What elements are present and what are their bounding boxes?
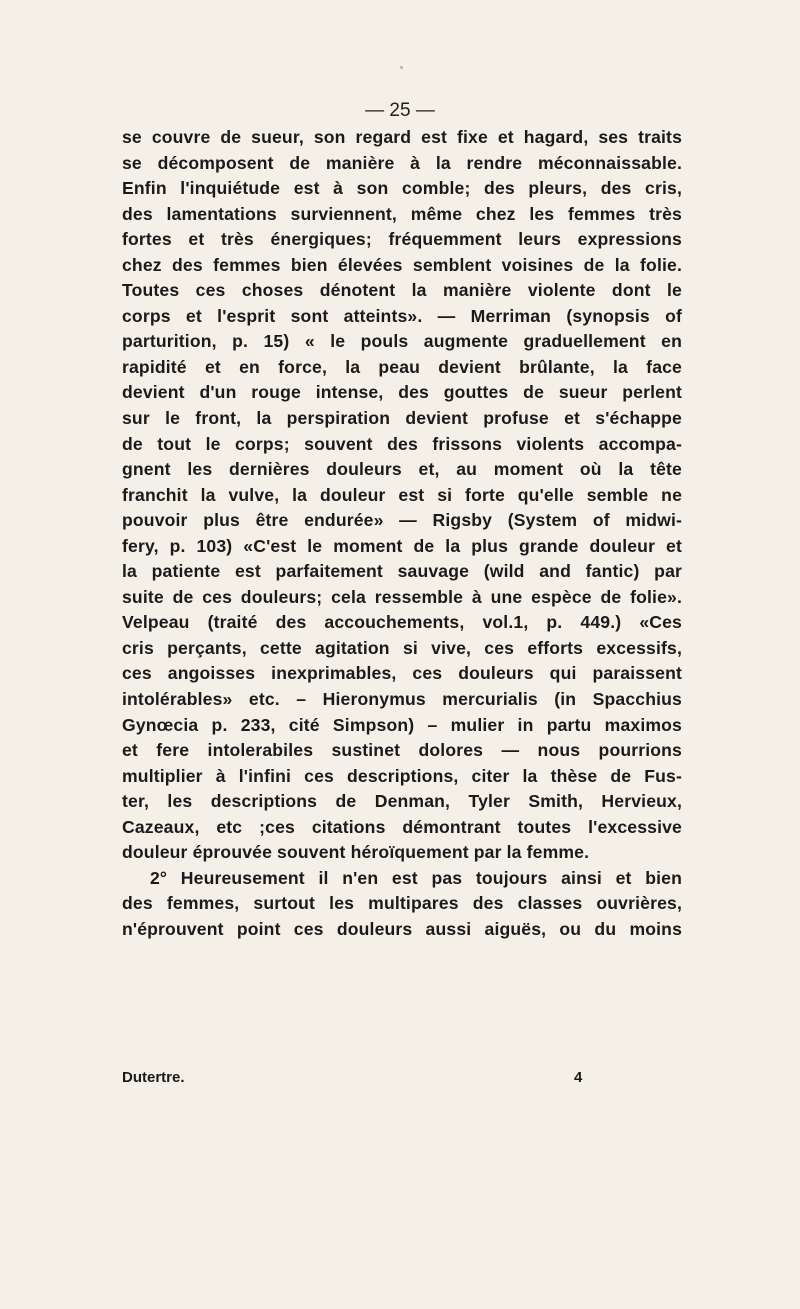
signature-mark: 4 [574,1069,583,1086]
text-line: chez des femmes bien élevées semblent voisines de la folie. [122,254,682,275]
text-line: Toutes ces choses dénotent la manière violente dont le [122,280,682,301]
text-line: des lamentations surviennent, même chez les femmes très [122,203,682,224]
text-line: fortes et très énergiques; fréquemment leurs expressions [122,229,682,250]
page-number: — 25 — [365,100,435,121]
text-line: se décomposent de manière à la rendre méconnaissable. [122,152,682,173]
text-line: sur le front, la perspiration devient profuse et s'échappe [122,408,682,429]
paragraph-start-line: 2° Heureusement il n'en est pas toujours ainsi et bien [150,867,682,888]
text-line: et fere intolerabiles sustinet dolores — nous pourrions [122,740,682,761]
text-line: Enfin l'inquiétude est à son comble; des pleurs, des cris, [122,178,682,199]
text-line: des femmes, surtout les multipares des classes ouvrières, [122,893,682,914]
text-line: la patiente est parfaitement sauvage (wild and fantic) par [122,561,682,582]
text-line: ces angoisses inexprimables, ces douleurs qui paraissent [122,663,682,684]
text-line: fery, p. 103) «C'est le moment de la plus grande douleur et [122,535,682,556]
text-line: intolérables» etc. – Hieronymus mercurialis (in Spacchius [122,689,682,710]
text-line: Cazeaux, etc ;ces citations démontrant toutes l'excessive [122,816,682,837]
footer-author: Dutertre. [122,1069,185,1086]
text-line: n'éprouvent point ces douleurs aussi aiguës, ou du moins [122,918,682,939]
text-line: douleur éprouvée souvent héroïquement par la femme. [122,842,590,863]
text-line: de tout le corps; souvent des frissons violents accompa- [122,433,682,454]
body-text [122,125,682,943]
text-line: gnent les dernières douleurs et, au moment où la tête [122,459,682,480]
text-line: multiplier à l'infini ces descriptions, citer la thèse de Fus- [122,765,682,786]
text-line: devient d'un rouge intense, des gouttes de sueur perlent [122,382,682,403]
text-line: Velpeau (traité des accouchements, vol.1, p. 449.) «Ces [122,612,682,633]
text-line: corps et l'esprit sont atteints». — Merriman (synopsis of [122,305,682,326]
text-line: suite de ces douleurs; cela ressemble à une espèce de folie». [122,586,682,607]
text-line: ter, les descriptions de Denman, Tyler Smith, Hervieux, [122,791,682,812]
text-line: cris perçants, cette agitation si vive, ces efforts excessifs, [122,637,682,658]
text-line: franchit la vulve, la douleur est si forte qu'elle semble ne [122,484,682,505]
text-line: rapidité et en force, la peau devient brûlante, la face [122,356,682,377]
text-line: parturition, p. 15) « le pouls augmente graduellement en [122,331,682,352]
paper-speck [400,66,403,69]
text-line: se couvre de sueur, son regard est fixe et hagard, ses traits [122,127,682,147]
text-line: Gynœcia p. 233, cité Simpson) – mulier in partu maximos [122,714,682,735]
text-line: pouvoir plus être endurée» — Rigsby (System of midwi- [122,510,682,531]
